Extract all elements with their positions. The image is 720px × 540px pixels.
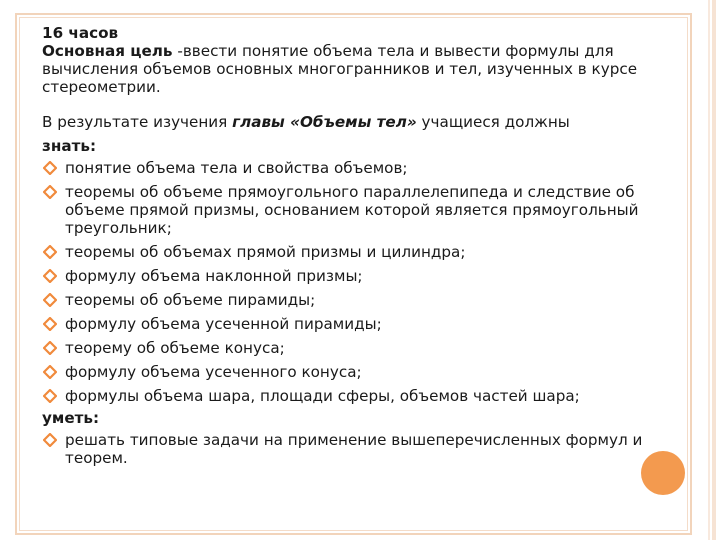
- list-item: [42, 387, 682, 405]
- list-item-text: понятие объема тела и свойства объемов;: [65, 159, 408, 177]
- slide-edge-strip: [712, 0, 716, 540]
- diamond-bullet-icon: [43, 317, 57, 331]
- list-item-text: формулы объема шара, площади сферы, объемов частей шара;: [65, 387, 580, 405]
- accent-circle: [641, 451, 685, 495]
- list-item: [42, 267, 682, 285]
- list-item-text: теорему об объеме конуса;: [65, 339, 285, 357]
- list-item-text: решать типовые задачи на применение вышеперечисленных формул и теорем.: [65, 431, 643, 467]
- goal-text: -ввести понятие объема тела и вывести формулы для вычисления объемов основных многогранников и тел, изученных в курсе стереометрии.: [42, 42, 638, 96]
- slide-content: [42, 24, 682, 471]
- diamond-bullet-icon: [43, 389, 57, 403]
- list-item-text: теоремы об объемах прямой призмы и цилиндра;: [65, 243, 466, 261]
- diamond-bullet-icon: [43, 161, 57, 175]
- diamond-bullet-icon: [43, 185, 57, 199]
- diamond-bullet-icon: [43, 341, 57, 355]
- list-item: [42, 315, 682, 333]
- list-item-text: теоремы об объеме прямоугольного параллелепипеда и следствие об объеме прямой призмы, основанием которой является прямоугольный треугольник;: [65, 183, 639, 237]
- list-item-text: формулу объема усеченной пирамиды;: [65, 315, 382, 333]
- intro-post: учащиеся должны: [416, 113, 570, 131]
- list-item: [42, 291, 682, 309]
- list-item: [42, 363, 682, 381]
- paragraph-gap: [42, 96, 682, 113]
- can-list: [42, 431, 682, 467]
- diamond-bullet-icon: [43, 245, 57, 259]
- list-item: [42, 431, 682, 467]
- diamond-bullet-icon: [43, 293, 57, 307]
- diamond-bullet-icon: [43, 269, 57, 283]
- hours-heading: 16 часов: [42, 24, 119, 42]
- intro-paragraph: [42, 113, 682, 131]
- list-item: [42, 183, 682, 237]
- chapter-title: главы «Объемы тел»: [232, 113, 417, 131]
- intro-pre: В результате изучения: [42, 113, 233, 131]
- goal-label: Основная цель: [42, 42, 173, 60]
- diamond-bullet-icon: [43, 365, 57, 379]
- can-label: уметь:: [42, 409, 100, 427]
- goal-paragraph: [42, 42, 682, 96]
- list-item: [42, 339, 682, 357]
- diamond-bullet-icon: [43, 433, 57, 447]
- know-list: [42, 159, 682, 405]
- list-item: [42, 159, 682, 177]
- list-item-text: теоремы об объеме пирамиды;: [65, 291, 316, 309]
- list-item: [42, 243, 682, 261]
- slide-edge-strip-secondary: [708, 0, 710, 540]
- list-item-text: формулу объема наклонной призмы;: [65, 267, 363, 285]
- list-item-text: формулу объема усеченного конуса;: [65, 363, 362, 381]
- know-label: знать:: [42, 137, 97, 155]
